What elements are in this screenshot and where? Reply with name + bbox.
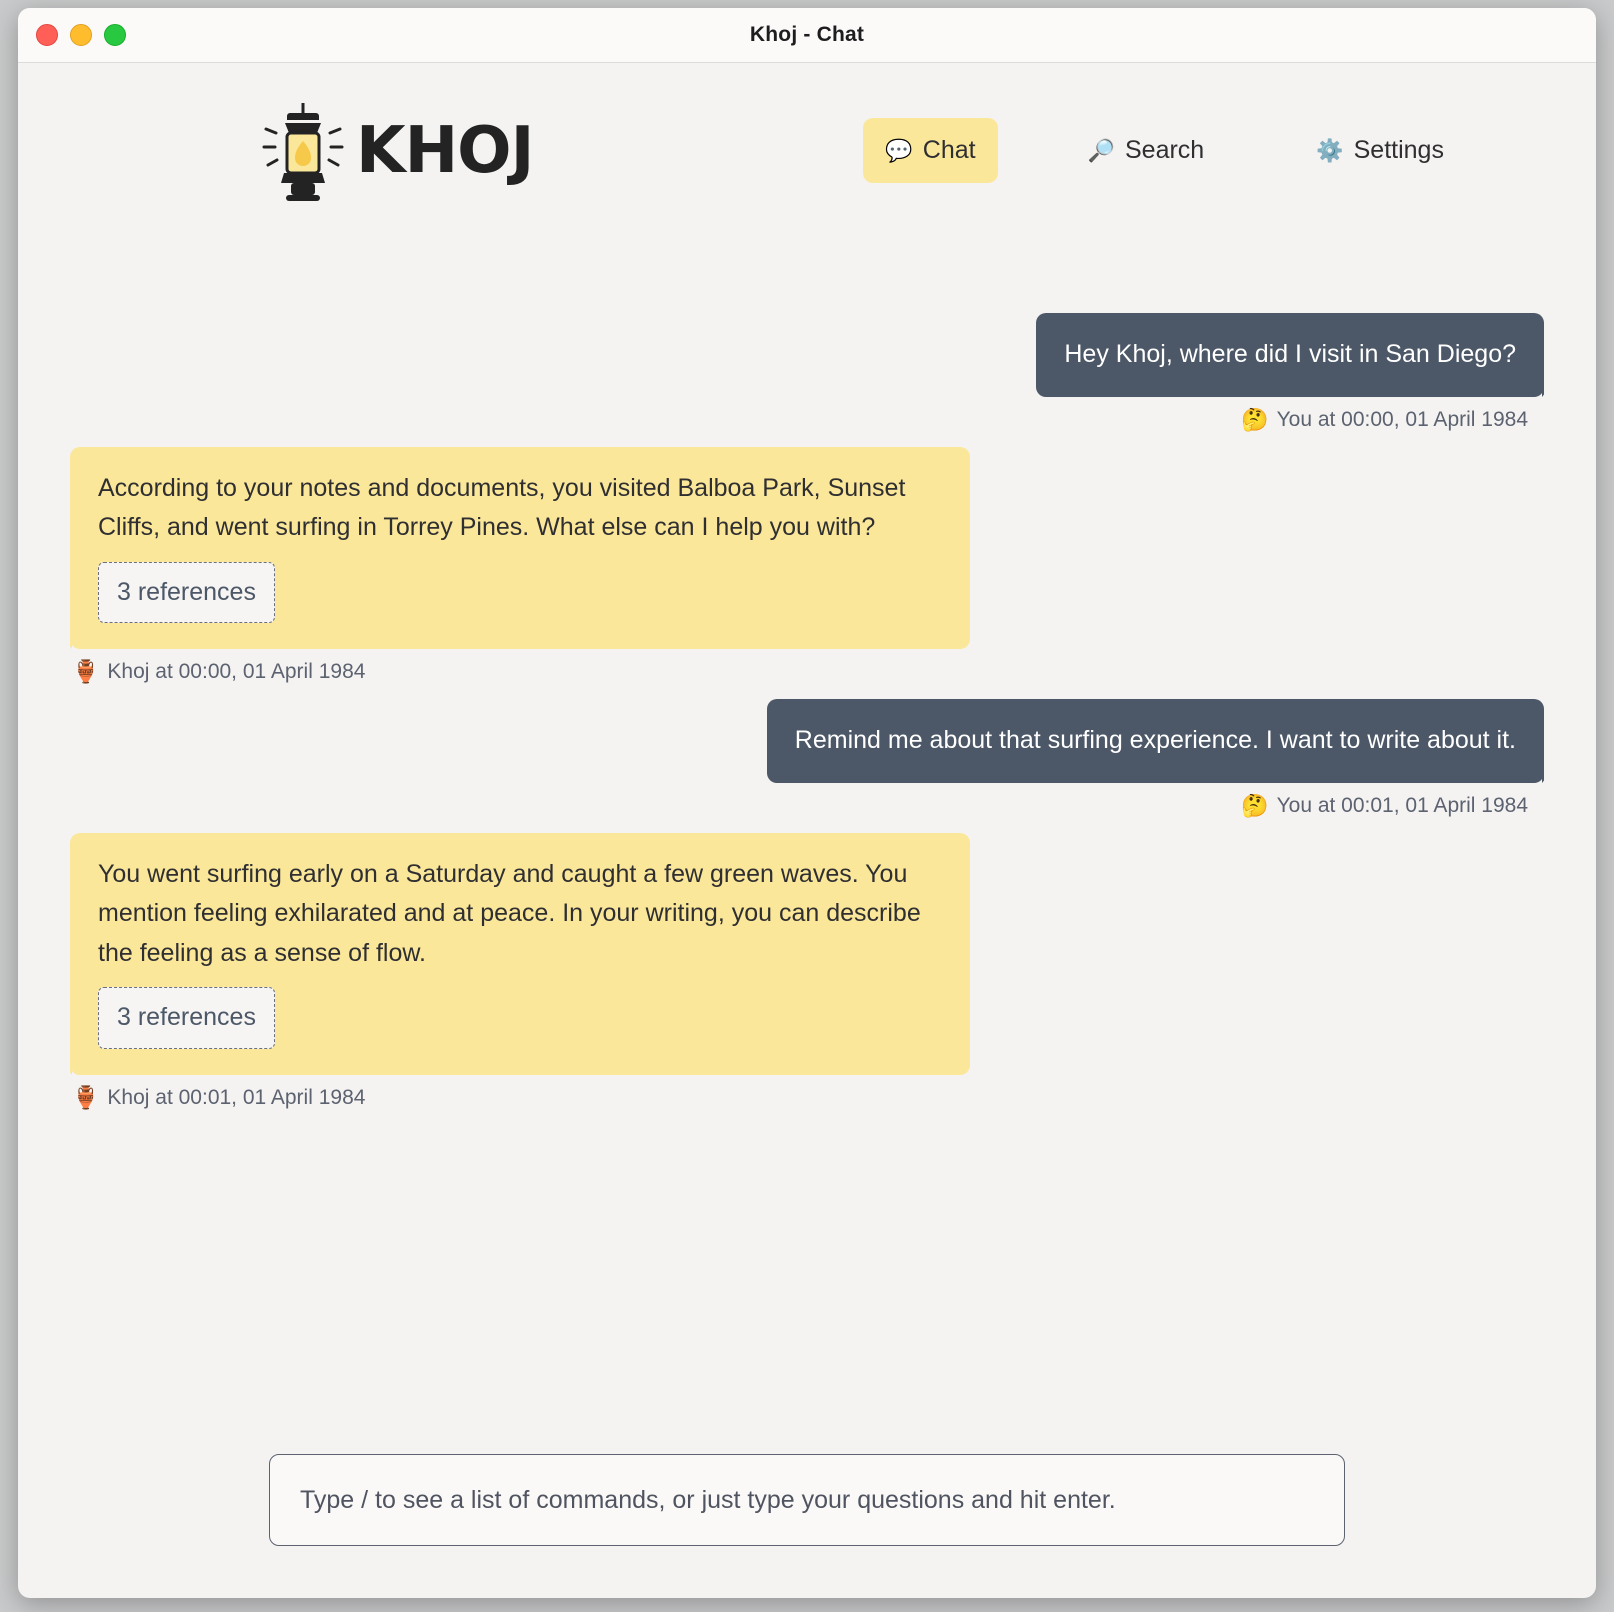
chat-bubble-khoj — [70, 833, 970, 1075]
chat-meta-khoj — [70, 659, 1544, 685]
nav-item-chat-label: Chat — [922, 136, 976, 164]
chat-meta-user-text: You at 00:01, 01 April 1984 — [1276, 793, 1528, 817]
chat-meta-user-text: You at 00:00, 01 April 1984 — [1276, 407, 1528, 431]
lantern-emoji-icon: 🏺 — [72, 659, 100, 684]
chat-meta-khoj — [70, 1085, 1544, 1111]
window-title: Khoj - Chat — [749, 23, 865, 46]
window-titlebar — [18, 8, 1596, 63]
chat-turn-khoj-2 — [70, 833, 1544, 1111]
chat-turn-user-1 — [70, 313, 1544, 433]
chat-meta-khoj-text: Khoj at 00:00, 01 April 1984 — [107, 660, 366, 683]
nav-item-search-label: Search — [1125, 136, 1205, 164]
gear-icon: ⚙️ — [1316, 137, 1344, 163]
app-content — [18, 63, 1596, 1598]
references-button[interactable]: 3 references — [98, 562, 275, 624]
lantern-emoji-icon: 🏺 — [72, 1084, 100, 1110]
magnifier-icon: 🔎 — [1087, 137, 1115, 163]
chat-meta-user — [70, 793, 1544, 819]
lantern-icon — [260, 99, 346, 203]
brand-logo[interactable] — [260, 99, 533, 203]
brand-wordmark: KHOJ — [356, 113, 534, 188]
chat-bubble-khoj-text: According to your notes and documents, you visited Balboa Park, Sunset Cliffs, and went surfing in Torrey Pines. What else can I help you with? — [98, 473, 906, 541]
chat-turn-khoj-1 — [70, 447, 1544, 686]
chat-bubble-khoj — [70, 447, 970, 650]
speech-bubble-icon: 💬 — [885, 137, 913, 163]
thinking-face-icon: 🤔 — [1241, 792, 1269, 818]
chat-bubble-user: Hey Khoj, where did I visit in San Diego? — [1036, 313, 1544, 397]
chat-input[interactable] — [269, 1454, 1345, 1546]
references-button[interactable]: 3 references — [98, 987, 275, 1049]
nav-item-chat[interactable] — [863, 118, 997, 183]
chat-meta-user — [70, 407, 1544, 433]
chat-bubble-khoj-text: You went surfing early on a Saturday and caught a few green waves. You mention feeling exhilarated and at peace. In your writing, you can describe the feeling as a sense of flow. — [98, 859, 921, 967]
nav-item-settings-label: Settings — [1353, 136, 1444, 164]
composer — [70, 1454, 1544, 1598]
thinking-face-icon: 🤔 — [1241, 406, 1269, 432]
nav-item-search[interactable] — [1066, 118, 1227, 183]
nav-item-settings[interactable] — [1294, 118, 1466, 183]
chat-bubble-user: Remind me about that surfing experience. I want to write about it. — [767, 699, 1544, 783]
app-header — [70, 63, 1544, 238]
chat-turn-user-2 — [70, 699, 1544, 819]
chat-meta-khoj-text: Khoj at 00:01, 01 April 1984 — [107, 1085, 366, 1109]
chat-log — [70, 238, 1544, 1454]
app-window — [18, 8, 1596, 1598]
main-nav — [863, 118, 1466, 183]
